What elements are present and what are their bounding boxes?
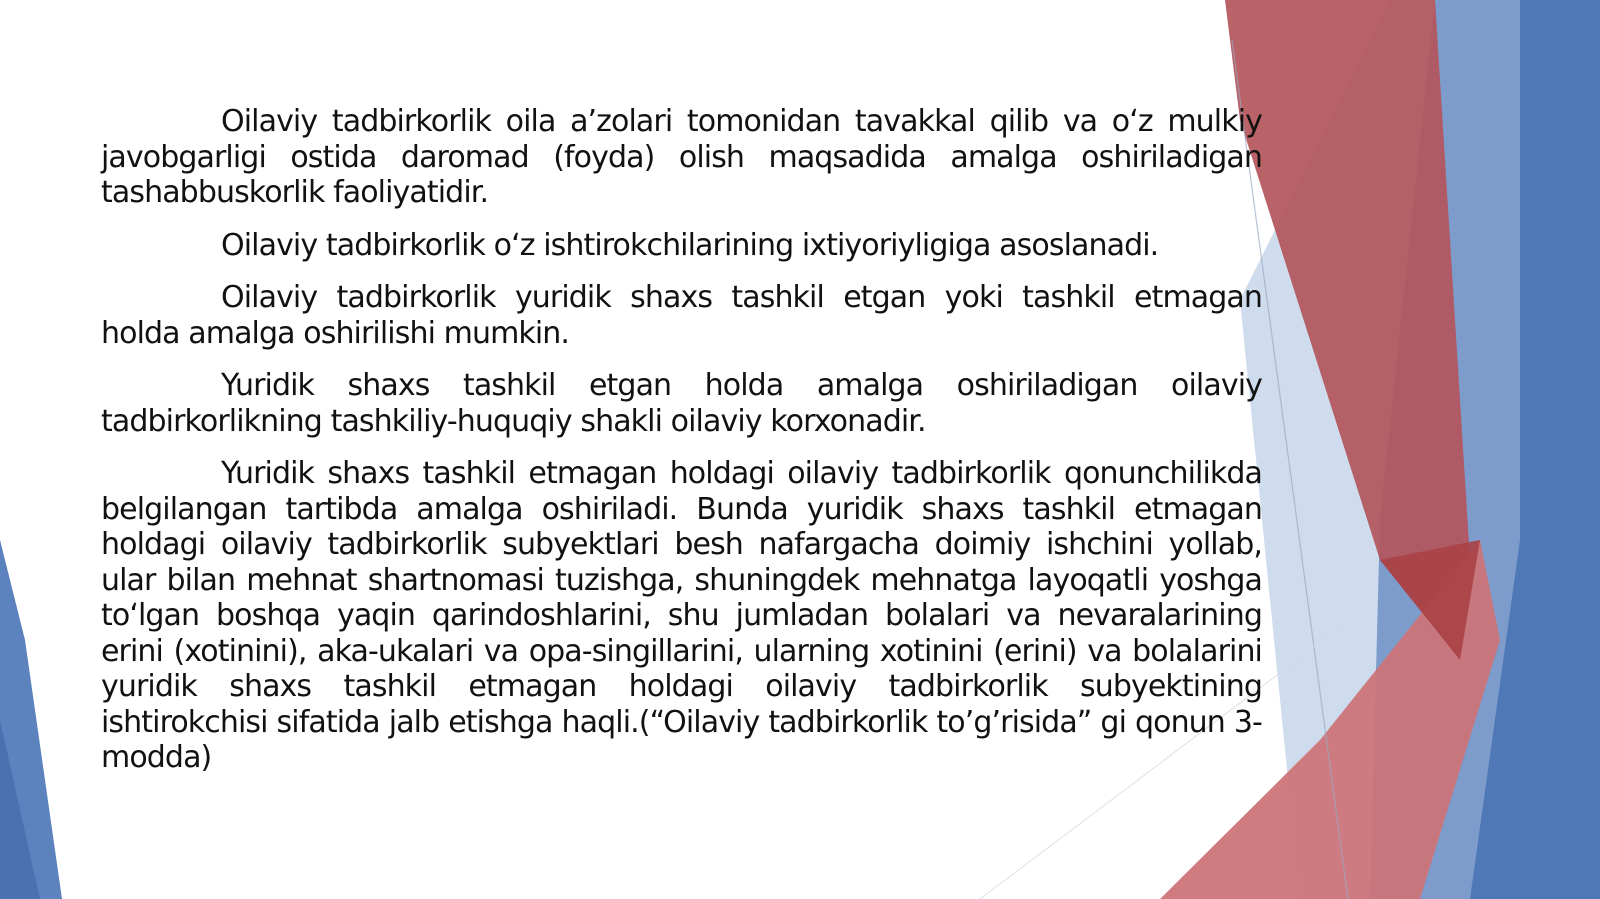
paragraph-1: Oilaviy tadbirkorlik oila a’zolari tomonidan tavakkal qilib va o‘z mulkiy javobgarligi ostida daromad (foyda) olish maqsadida amalga oshiriladigan tashabbuskorlik faoliyatidir. — [101, 104, 1262, 210]
paragraph-3: Oilaviy tadbirkorlik yuridik shaxs tashkil etgan yoki tashkil etmagan holda amalga oshirilishi mumkin. — [101, 280, 1262, 351]
paragraph-4: Yuridik shaxs tashkil etgan holda amalga oshiriladigan oilaviy tadbirkorlikning tashkiliy-huquqiy shakli oilaviy korxonadir. — [101, 368, 1262, 439]
paragraph-5: Yuridik shaxs tashkil etmagan holdagi oilaviy tadbirkorlik qonunchilikda belgilangan tartibda amalga oshiriladi. Bunda yuridik shaxs tashkil etmagan holdagi oilaviy tadbirkorlik subyektlari besh nafargacha doimiy ishchini yollab, ular bilan mehnat shartnomasi tuzishga, shuningdek mehnatga layoqatli yoshga to‘lgan boshqa yaqin qarindoshlarini, shu jumladan bolalari va nevaralarining erini (xotinini), aka-ukalari va opa-singillarini, ularning xotinini (erini) va bolalarini yuridik shaxs tashkil etmagan holdagi oilaviy tadbirkorlik subyektining ishtirokchisi sifatida jalb etishga haqli.(“Oilaviy tadbirkorlik to’g’risida” gi qonun 3-modda) — [101, 456, 1262, 775]
slide-body-text — [101, 104, 1262, 776]
paragraph-2: Oilaviy tadbirkorlik o‘z ishtirokchilarining ixtiyoriyligiga asoslanadi. — [221, 227, 1159, 263]
